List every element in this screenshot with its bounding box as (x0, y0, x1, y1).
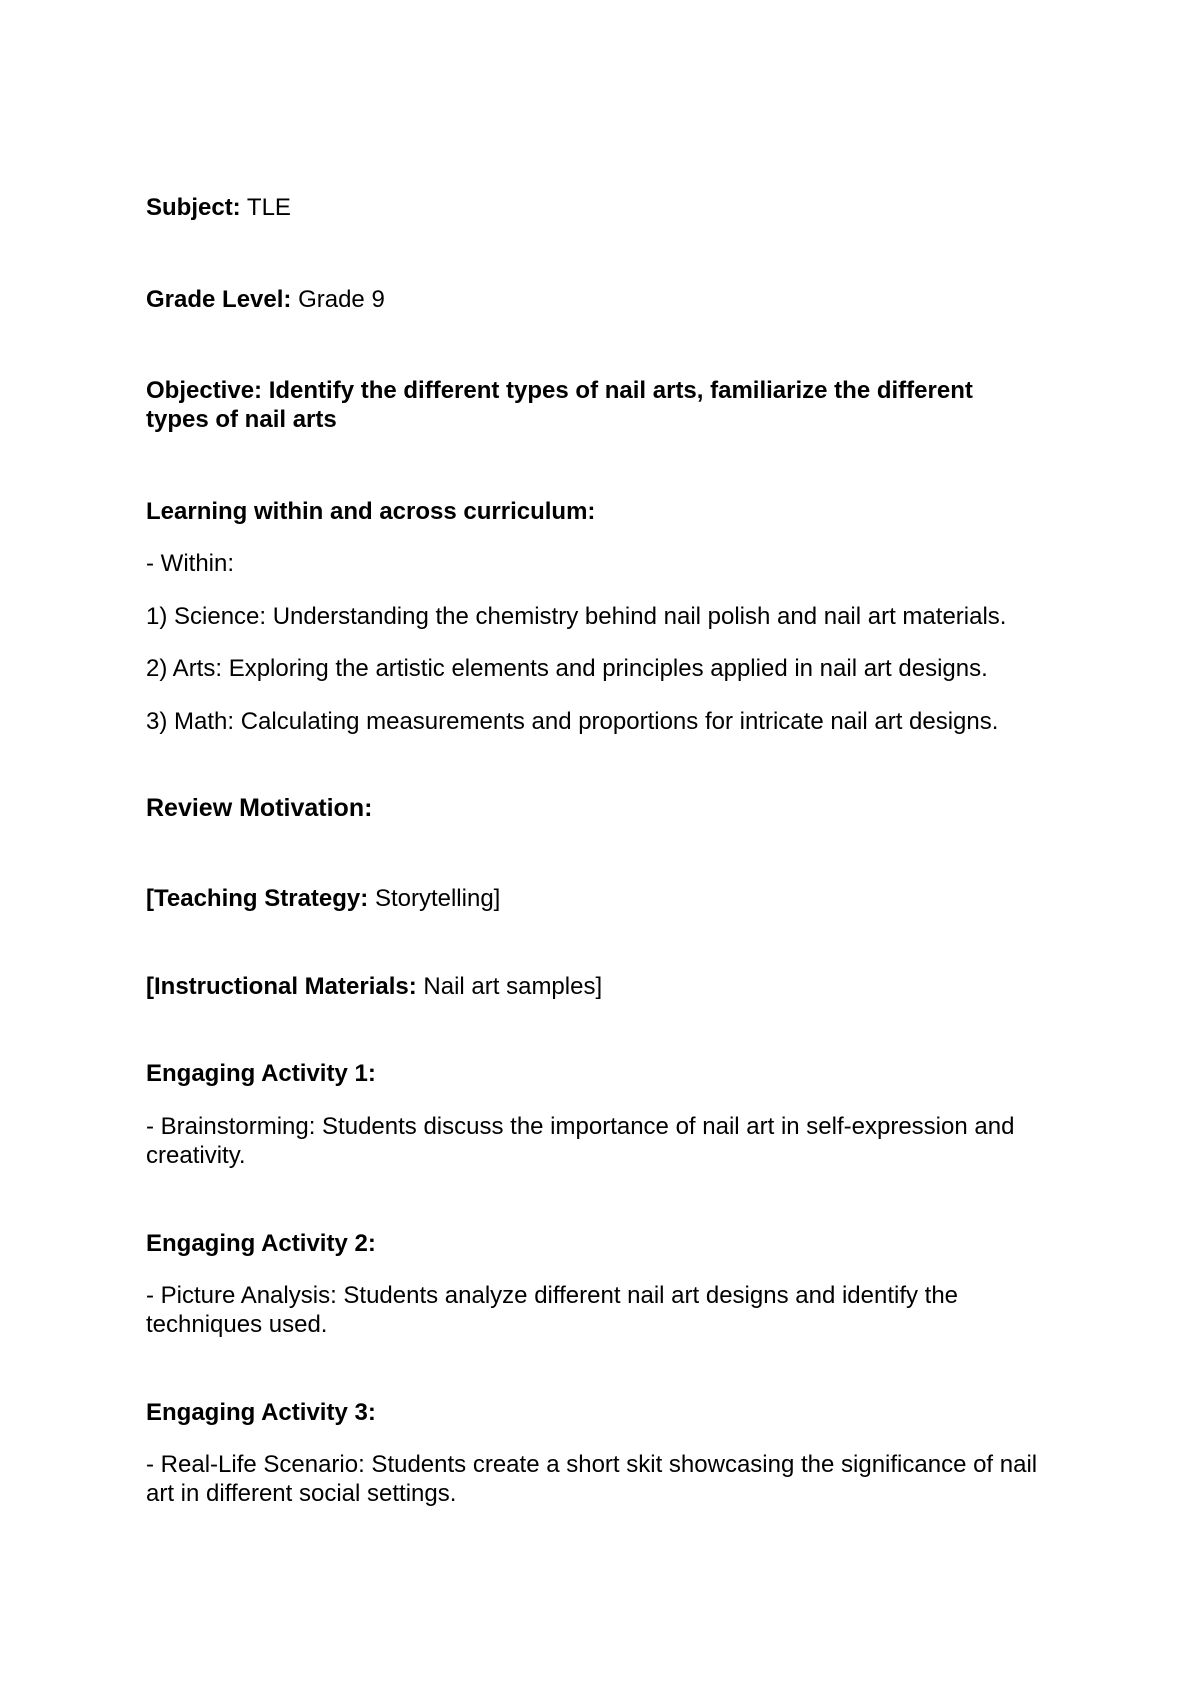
activity-3-text: - Real-Life Scenario: Students create a short skit showcasing the significance of nail art in different social settings. (146, 1451, 1038, 1507)
activity-1-heading: Engaging Activity 1: (146, 1060, 376, 1087)
grade-level-line (146, 285, 1066, 314)
review-motivation-heading: Review Motivation: (146, 794, 373, 822)
teaching-strategy-bracket: [ (146, 885, 154, 912)
instructional-materials-bracket: [ (146, 973, 154, 1000)
objective-value: Identify the different types of nail arts, familiarize the different types of nail arts (146, 377, 973, 433)
activity-2-heading: Engaging Activity 2: (146, 1230, 376, 1257)
learning-within: - Within: (146, 550, 235, 577)
activity-1-text: - Brainstorming: Students discuss the importance of nail art in self-expression and creativity. (146, 1113, 1015, 1169)
teaching-strategy-value: Storytelling] (374, 885, 501, 912)
teaching-strategy-label: Teaching Strategy: (154, 885, 369, 912)
learning-heading: Learning within and across curriculum: (146, 498, 596, 525)
teaching-strategy-line (146, 884, 1066, 913)
instructional-materials-value: Nail art samples] (423, 973, 603, 1000)
subject-line (146, 193, 1066, 222)
grade-level-value: Grade 9 (298, 286, 385, 313)
learning-item-science: 1) Science: Understanding the chemistry behind nail polish and nail art materials. (146, 603, 1007, 630)
subject-value: TLE (246, 194, 291, 221)
objective-label: Objective: (146, 377, 263, 404)
instructional-materials-line (146, 972, 1066, 1001)
instructional-materials-label: Instructional Materials: (154, 973, 417, 1000)
activity-3-heading: Engaging Activity 3: (146, 1399, 376, 1426)
subject-label: Subject: (146, 194, 241, 221)
learning-item-arts: 2) Arts: Exploring the artistic elements and principles applied in nail art designs. (146, 655, 988, 682)
activity-2-text: - Picture Analysis: Students analyze different nail art designs and identify the techniques used. (146, 1282, 959, 1338)
learning-item-math: 3) Math: Calculating measurements and proportions for intricate nail art designs. (146, 708, 999, 735)
objective-line (146, 376, 1026, 434)
grade-level-label: Grade Level: (146, 286, 292, 313)
